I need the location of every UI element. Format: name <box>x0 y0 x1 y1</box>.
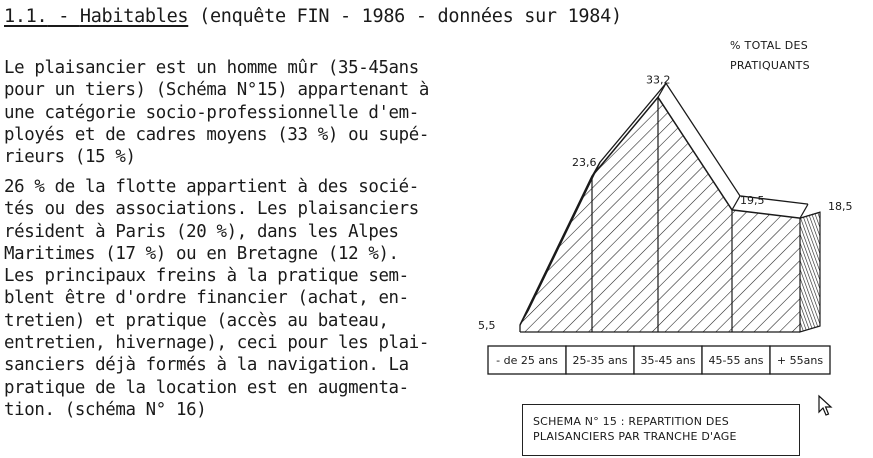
paragraph-line: blent être d'ordre financier (achat, en- <box>4 288 409 309</box>
paragraph-line: Le plaisancier est un homme mûr (35-45ans <box>4 58 419 78</box>
chart-value-label: 19,5 <box>740 193 765 207</box>
paragraph-2 <box>4 176 429 421</box>
chart-value-label: 33,2 <box>646 73 671 87</box>
paragraph-line: tés ou des associations. Les plaisanciers <box>4 199 419 220</box>
chart-caption-box <box>522 404 800 456</box>
paragraph-line: 26 % de la flotte appartient à des socié- <box>4 177 419 197</box>
category-label: 25-35 ans <box>572 354 628 367</box>
chart-legend <box>730 36 810 76</box>
heading-subtitle: (enquête FIN - 1986 - données sur 1984) <box>188 6 622 27</box>
paragraph-line: Maritimes (17 %) ou en Bretagne (12 %). <box>4 243 399 264</box>
category-label: 35-45 ans <box>640 354 696 367</box>
heading-dash: - <box>47 6 80 27</box>
caption-line: PLAISANCIERS PAR TRANCHE D'AGE <box>533 430 737 443</box>
paragraph-line: ployés et de cadres moyens (33 %) ou supé- <box>4 124 430 145</box>
chart-value-label: 5,5 <box>478 319 496 332</box>
category-label: - de 25 ans <box>496 354 558 367</box>
paragraph-line: résident à Paris (20 %), dans les Alpes <box>4 221 399 242</box>
category-label: 45-55 ans <box>708 354 764 367</box>
paragraph-line: une catégorie socio-professionnelle d'em- <box>4 102 419 123</box>
paragraph-line: entretien, hivernage), ceci pour les plai- <box>4 333 430 354</box>
mouse-pointer-icon <box>818 395 834 417</box>
chart-value-label: 23,6 <box>572 156 597 170</box>
paragraph-line: rieurs (15 %) <box>4 147 136 168</box>
age-distribution-chart <box>470 30 853 380</box>
paragraph-line: pratique de la location est en augmenta- <box>4 377 409 398</box>
legend-line: PRATIQUANTS <box>730 59 810 72</box>
chart-area-fill <box>520 97 800 332</box>
chart-depth-connector <box>732 196 740 210</box>
heading-title: Habitables <box>79 6 189 27</box>
legend-line: % TOTAL DES <box>730 39 809 52</box>
paragraph-line: pour un tiers) (Schéma N°15) appartenant à <box>4 80 430 101</box>
chart-side-face <box>800 212 820 332</box>
paragraph-line: tretien) et pratique (accès au bateau, <box>4 310 389 331</box>
caption-line: SCHEMA N° 15 : REPARTITION DES <box>533 415 729 428</box>
paragraph-line: tion. (schéma N° 16) <box>4 399 207 420</box>
heading-number: 1.1. <box>4 6 48 27</box>
category-label: + 55ans <box>776 354 824 367</box>
paragraph-line: Les principaux freins à la pratique sem- <box>4 266 409 287</box>
chart-value-label: 18,5 <box>828 200 853 214</box>
paragraph-1 <box>4 57 429 168</box>
section-heading <box>4 6 622 27</box>
paragraph-line: sanciers déjà formés à la navigation. La <box>4 355 409 376</box>
